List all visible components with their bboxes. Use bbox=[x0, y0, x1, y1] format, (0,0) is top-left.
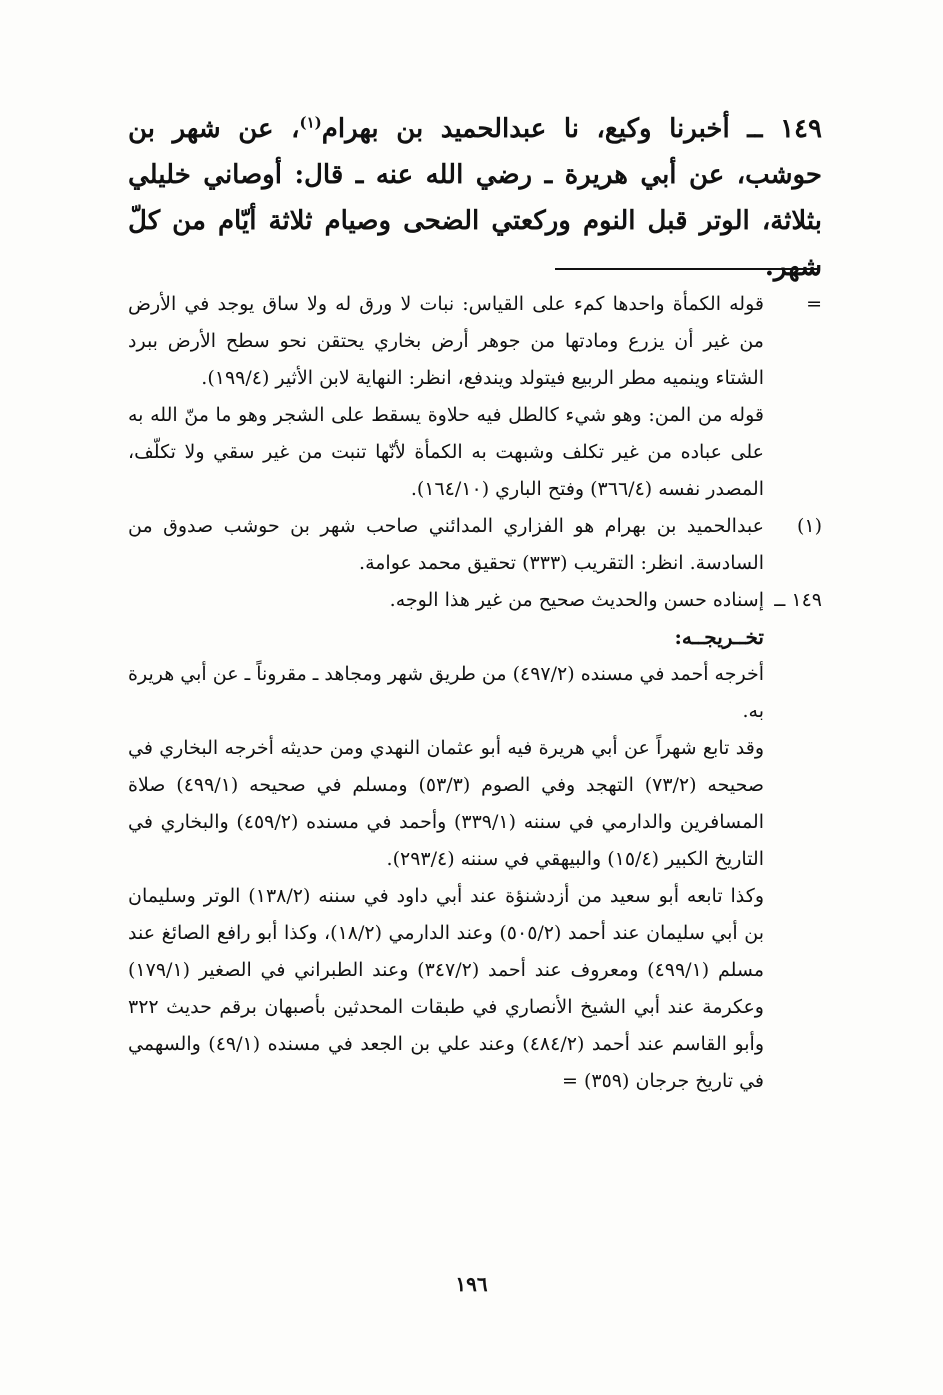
footnote-continued bbox=[128, 286, 822, 397]
footnote-1-marker: (١) bbox=[796, 515, 822, 537]
marker-spacer bbox=[764, 878, 822, 1100]
takhrij-paragraph-3-text: وكذا تابعه أبو سعيد من أزدشنؤة عند أبي داود في سننه (١٣٨/٢) الوتر وسليمان بن أبي سليمان عند أحمد (٥٠٥/٢) وعند الدارمي (١٨/٢)، وكذا أبو رافع الصائغ عند مسلم (٤٩٩/١) ومعروف عند أحمد (٣٤٧/٢) وعند الطبراني في الصغير (١٧٩/١) وعكرمة عند أبي الشيخ الأنصاري في طبقات المحدثين بأصبهان برقم حديث ٣٢٢ وأبو القاسم عند أحمد (٤٨٤/٢) وعند علي بن الجعد في مسنده (٤٩/١) والسهمي في تاريخ جرجان (٣٥٩) bbox=[128, 885, 765, 1092]
takhrij-paragraph-3-row bbox=[128, 878, 822, 1100]
continuation-marker: = bbox=[806, 293, 822, 315]
hadith-text-part2: ، عن شهر بن حوشب، عن أبي هريرة ـ رضي الله عنه ـ قال: أوصاني خليلي بثلاثة، الوتر قبل النوم وركعتي الضحى وصيام ثلاثة أيّام من كلّ شهر. bbox=[128, 114, 822, 282]
footnote-1-text: عبدالحميد بن بهرام هو الفزاري المدائني صاحب شهر بن حوشب صدوق من السادسة. انظر: التقريب (٣٣٣) تحقيق محمد عوامة. bbox=[128, 515, 764, 574]
takhrij-paragraph-2: وقد تابع شهراً عن أبي هريرة فيه أبو عثمان النهدي ومن حديثه أخرجه البخاري في صحيحه (٧٣/٢) التهجد وفي الصوم (٥٣/٣) ومسلم في صحيحه (٤٩٩/١) صلاة المسافرين والدارمي في سننه (٣٣٩/١) وأحمد في مسنده (٤٥٩/٢) والبخاري في التاريخ الكبير (١٥/٤) والبيهقي في سننه (٢٩٣/٤). bbox=[128, 737, 764, 870]
footnotes-section bbox=[128, 286, 822, 1100]
takhrij-paragraph-3 bbox=[128, 878, 764, 1100]
hadith-text-part1: أخبرنا وكيع، نا عبدالحميد بن بهرام bbox=[321, 114, 730, 144]
footnote-reference[interactable]: (١) bbox=[299, 113, 322, 132]
hadith-number: ١٤٩ ــ bbox=[747, 114, 822, 144]
takhrij-paragraph-1: أخرجه أحمد في مسنده (٤٩٧/٢) من طريق شهر ومجاهد ـ مقروناً ـ عن أبي هريرة به. bbox=[128, 663, 764, 722]
footnote-separator bbox=[555, 268, 820, 270]
footnote-1 bbox=[128, 508, 822, 582]
page-number: ١٩٦ bbox=[455, 1272, 488, 1296]
footnote-149-marker: ١٤٩ ــ bbox=[774, 589, 822, 611]
footnote-continued-text: قوله الكمأة واحدها كمء على القياس: نبات لا ورق له ولا ساق يوجد في الأرض من غير أن يزرع ومادتها من جوهر أرض بخاري يحتقن نحو سطح الأرض ببرد الشتاء وينميه مطر الربيع فيتولد ويندفع، انظر: النهاية لابن الأثير (١٩٩/٤). bbox=[128, 293, 764, 389]
footnote-continued-text-2: قوله من المن: وهو شيء كالطل فيه حلاوة يسقط على الشجر وهو ما منّ الله به على عباده من غير تكلف وشبهت به الكمأة لأنّها تنبت من غير سقي ولا تكلّف، المصدر نفسه (٣٦٦/٤) وفتح الباري (١٦٤/١٠). bbox=[128, 404, 764, 500]
hadith-paragraph bbox=[128, 106, 822, 290]
hadith-main-text bbox=[128, 106, 822, 290]
footnote-149-text: إسناده حسن والحديث صحيح من غير هذا الوجه. bbox=[389, 589, 764, 611]
takhrij-heading: تخــريجــه: bbox=[674, 625, 764, 649]
continuation-marker-end: = bbox=[562, 1070, 578, 1092]
footnote-149 bbox=[128, 582, 822, 619]
